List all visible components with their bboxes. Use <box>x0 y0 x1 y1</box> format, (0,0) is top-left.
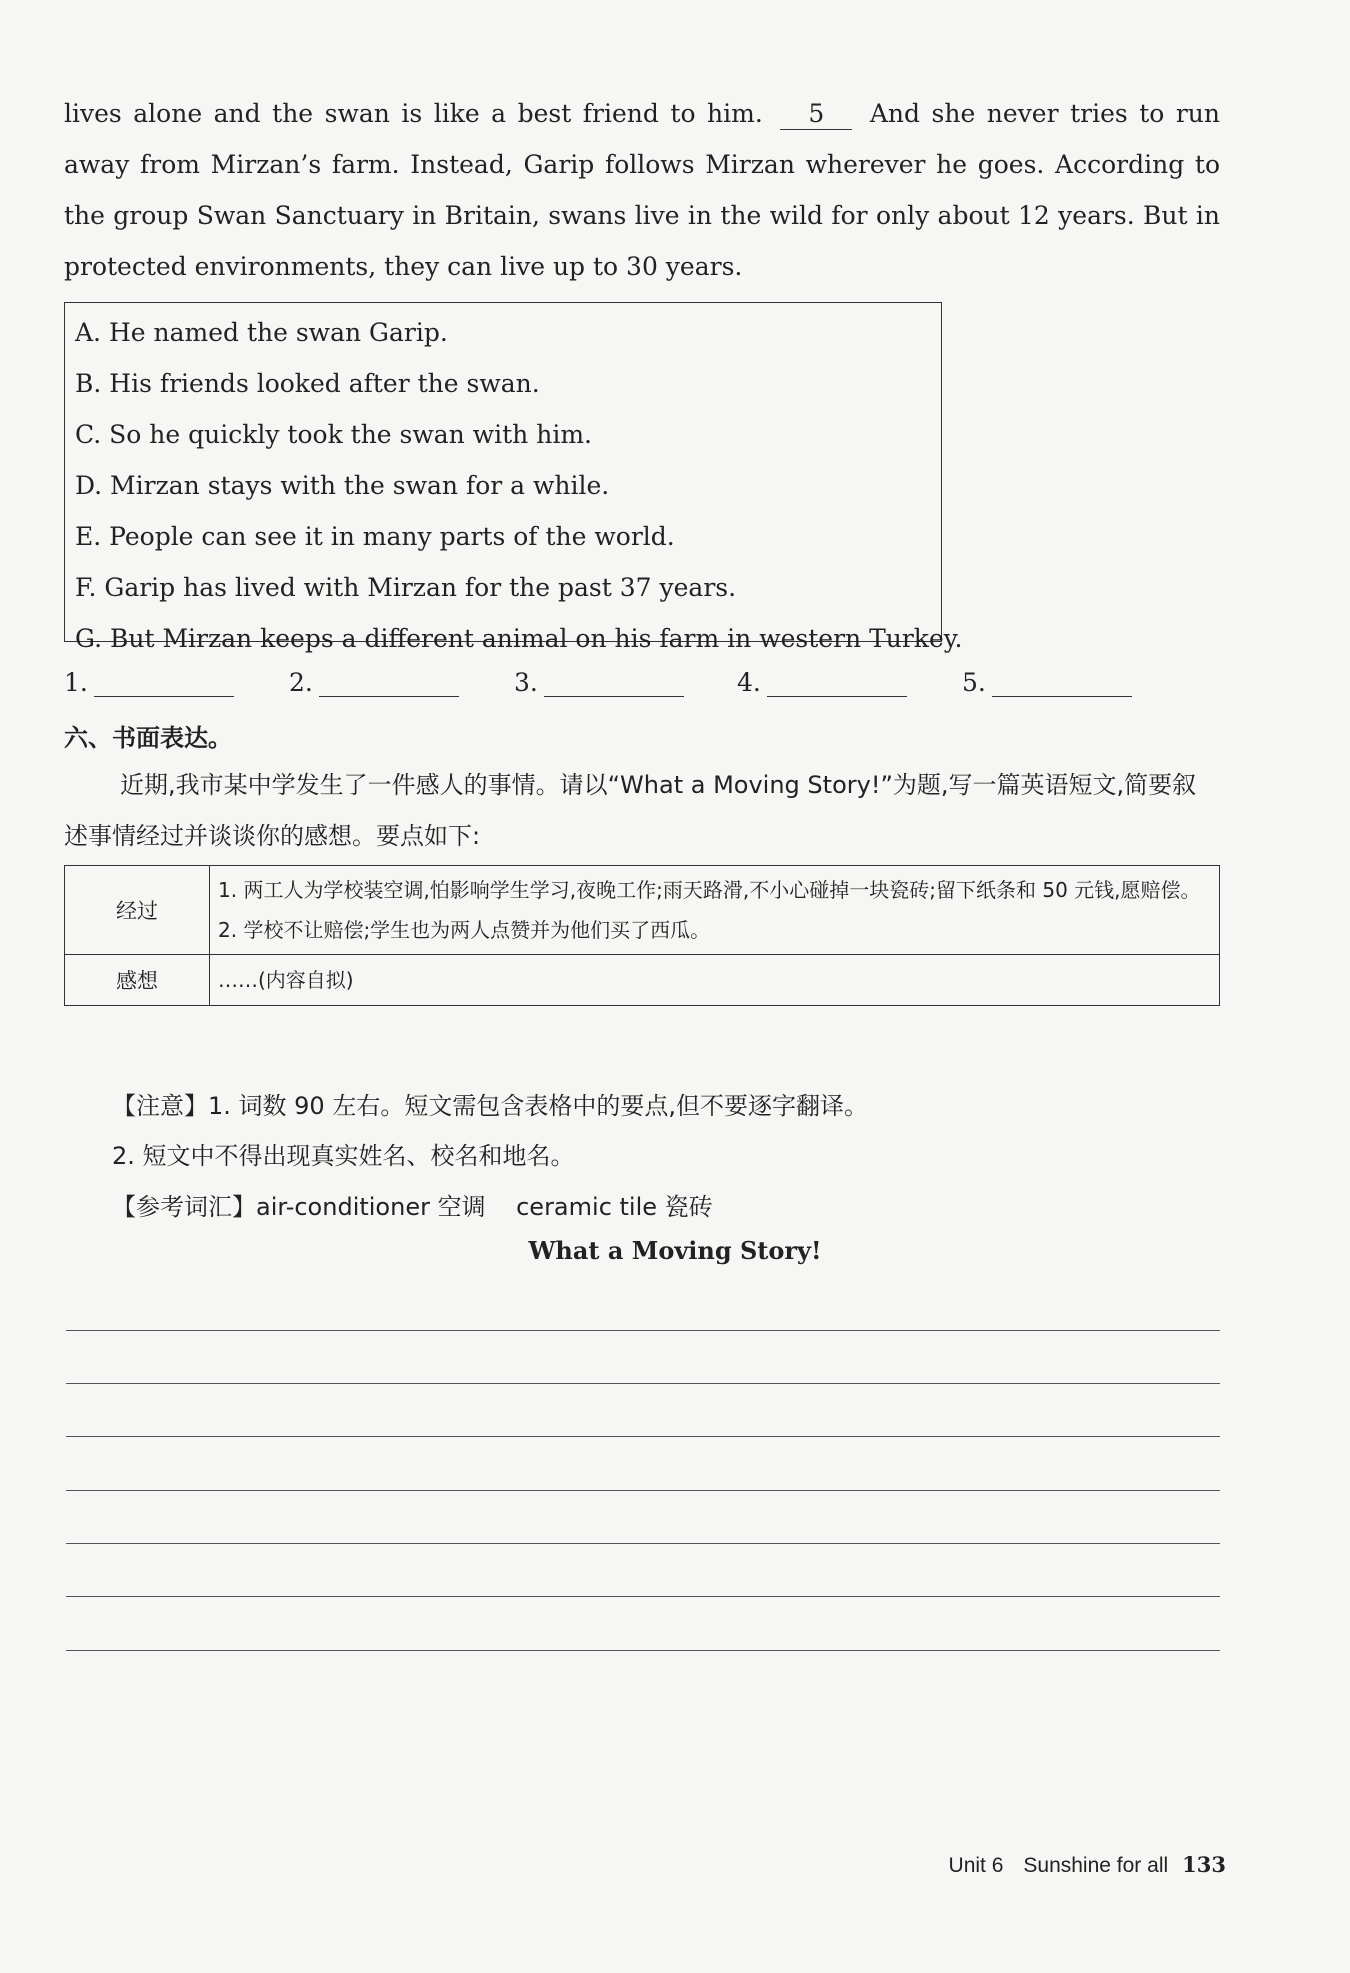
note-1: 【注意】1. 词数 90 左右。短文需包含表格中的要点,但不要逐字翻译。 <box>112 1092 868 1120</box>
writing-line[interactable] <box>66 1596 1220 1597</box>
answer-blank-2[interactable]: 2. <box>289 668 459 697</box>
thoughts-content: ……(内容自拟) <box>210 955 1220 1006</box>
writing-line[interactable] <box>66 1330 1220 1331</box>
footer-unit-title: Sunshine for all <box>1023 1854 1169 1877</box>
writing-line[interactable] <box>66 1436 1220 1437</box>
option-d: D. Mirzan stays with the swan for a while. <box>75 471 610 500</box>
process-content <box>210 866 1220 955</box>
section-title: 六、书面表达。 <box>64 724 232 752</box>
process-point-1: 1. 两工人为学校装空调,怕影响学生学习,夜晚工作;雨天路滑,不小心碰掉一块瓷砖;留下纸条和 50 元钱,愿赔偿。 <box>218 878 1201 902</box>
process-label: 经过 <box>65 866 210 955</box>
writing-instructions: 近期,我市某中学发生了一件感人的事情。请以“What a Moving Story!”为题,写一篇英语短文,简要叙述事情经过并谈谈你的感想。要点如下: <box>64 771 1197 850</box>
option-b: B. His friends looked after the swan. <box>75 369 540 398</box>
footer-unit: Unit 6 <box>948 1854 1004 1877</box>
options-box <box>64 302 963 653</box>
answer-blank-4[interactable]: 4. <box>737 668 907 697</box>
passage-paragraph <box>64 88 1220 292</box>
page-number: 133 <box>1182 1852 1226 1877</box>
process-point-2: 2. 学校不让赔偿;学生也为两人点赞并为他们买了西瓜。 <box>218 918 711 942</box>
note-2: 2. 短文中不得出现真实姓名、校名和地名。 <box>112 1142 575 1170</box>
writing-line[interactable] <box>66 1383 1220 1384</box>
writing-line[interactable] <box>66 1543 1220 1544</box>
writing-line[interactable] <box>66 1490 1220 1491</box>
option-c: C. So he quickly took the swan with him. <box>75 420 592 449</box>
answer-blank-1[interactable]: 1. <box>64 668 234 697</box>
answer-blank-5[interactable]: 5. <box>962 668 1132 697</box>
requirements-table <box>64 865 1220 1006</box>
writing-line[interactable] <box>66 1650 1220 1651</box>
page-footer <box>949 1852 1226 1878</box>
option-f: F. Garip has lived with Mirzan for the past 37 years. <box>75 573 737 602</box>
passage-blank-5: 5 <box>780 99 852 130</box>
table-row-process <box>65 866 1220 955</box>
vocab-note: 【参考词汇】air-conditioner 空调 ceramic tile 瓷砖 <box>112 1193 713 1221</box>
option-g: G. But Mirzan keeps a different animal on his farm in western Turkey. <box>75 624 963 653</box>
option-e: E. People can see it in many parts of the world. <box>75 522 675 551</box>
table-row-thoughts <box>65 955 1220 1006</box>
answer-blank-3[interactable]: 3. <box>514 668 684 697</box>
thoughts-label: 感想 <box>65 955 210 1006</box>
option-a: A. He named the swan Garip. <box>75 318 448 347</box>
passage-text-after: And she never tries to run away from Mirzan’s farm. Instead, Garip follows Mirzan wherever he goes. According to the group Swan Sanctuary in Britain, swans live in the wild for only about 12 years. But in protected environments, they can live up to 30 years. <box>64 99 1220 281</box>
composition-title: What a Moving Story! <box>528 1236 822 1265</box>
passage-text-before: lives alone and the swan is like a best friend to him. <box>64 99 763 128</box>
